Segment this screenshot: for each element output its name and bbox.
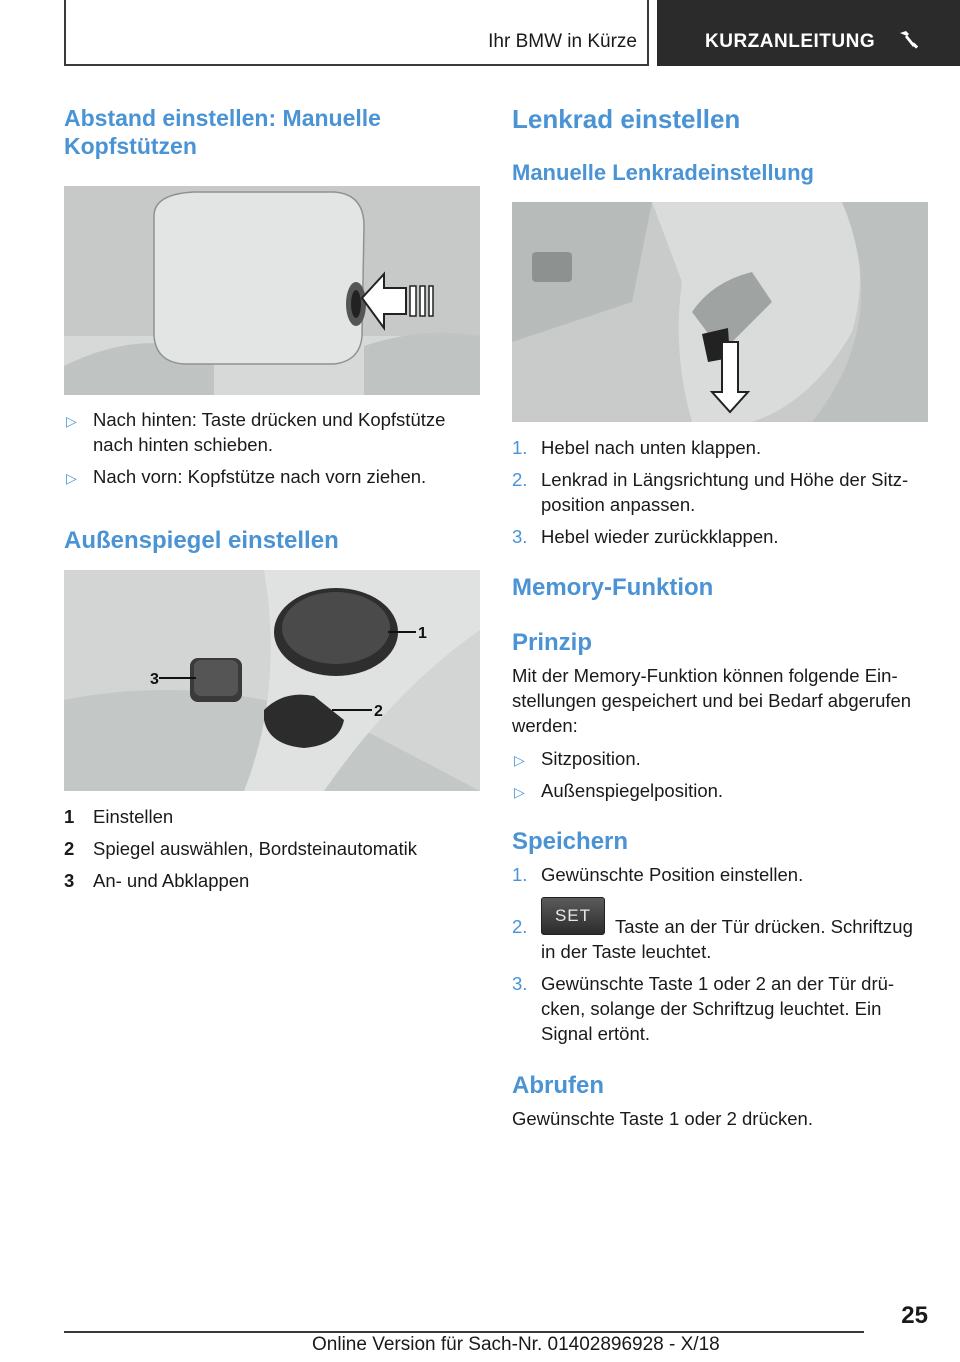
section-title: Ihr BMW in Kürze [488, 31, 637, 52]
legend-text: Spiegel auswählen, Bordsteinautomatik [93, 838, 417, 859]
save-title: Speichern [512, 828, 629, 855]
principle-title: Prinzip [512, 629, 593, 656]
steering-step-1: Hebel nach unten klappen. [541, 437, 762, 458]
memory-bullet-2: Außenspiegelposition. [541, 780, 724, 801]
legend-text: An- und Abklappen [93, 870, 250, 891]
save-step-2-line2: in der Taste leuchtet. [541, 941, 712, 962]
chapter-label: KURZANLEITUNG [705, 31, 876, 52]
steering-subtitle: Manuelle Lenkradeinstellung [512, 160, 814, 185]
legend-num: 2 [64, 838, 75, 859]
online-version: Online Version für Sach-Nr. 01402896928 - X/18 [312, 1334, 720, 1355]
footer-divider [64, 1331, 864, 1333]
legend-num: 1 [64, 806, 75, 827]
recall-title: Abrufen [512, 1072, 604, 1099]
legend-num: 3 [64, 870, 75, 891]
headrest-bullet-2: Nach vorn: Kopfstütze nach vorn ziehen. [93, 466, 427, 487]
principle-text: Mit der Memory-Funktion können folgende Ein- stellungen gespeichert und bei Bedarf abgerufen werden: [512, 665, 912, 736]
bullet-icon: ▷ [66, 413, 77, 429]
steering-step-2: Lenkrad in Längsrichtung und Höhe der Sitz- position anpassen. [541, 469, 909, 515]
step-number: 2. [512, 916, 528, 937]
headrest-title: Abstand einstellen: Manuelle Kopfstützen [64, 105, 381, 159]
headrest-figure [64, 186, 480, 395]
page-number: 25 [901, 1302, 928, 1329]
steering-figure [512, 202, 928, 422]
headrest-bullet-1: Nach hinten: Taste drücken und Kopfstütze nach hinten schieben. [93, 409, 446, 455]
legend-text: Einstellen [93, 806, 174, 827]
mirror-title: Außenspiegel einstellen [64, 527, 339, 554]
bullet-icon: ▷ [514, 784, 525, 800]
step-number: 1. [512, 864, 528, 885]
set-button: SET [541, 897, 605, 935]
memory-title: Memory-Funktion [512, 574, 714, 601]
save-step-1: Gewünschte Position einstellen. [541, 864, 804, 885]
callout-2: 2 [374, 703, 383, 720]
steering-title: Lenkrad einstellen [512, 104, 741, 134]
callout-3: 3 [150, 671, 159, 688]
save-step-2-line1: Taste an der Tür drücken. Schriftzug [615, 916, 913, 937]
recall-text: Gewünschte Taste 1 oder 2 drücken. [512, 1108, 813, 1129]
header-section-box [64, 0, 649, 66]
bullet-icon: ▷ [514, 752, 525, 768]
bullet-icon: ▷ [66, 470, 77, 486]
steering-step-3: Hebel wieder zurückklappen. [541, 526, 779, 547]
step-number: 3. [512, 973, 528, 994]
mirror-figure [64, 570, 480, 791]
tools-icon [895, 27, 921, 53]
memory-bullet-1: Sitzposition. [541, 748, 641, 769]
save-step-3: Gewünschte Taste 1 oder 2 an der Tür drü- cken, solange der Schriftzug leuchtet. Ein Signal ertönt. [541, 973, 895, 1044]
callout-1: 1 [418, 625, 427, 642]
step-number: 3. [512, 526, 528, 547]
step-number: 2. [512, 469, 528, 490]
step-number: 1. [512, 437, 528, 458]
header-chapter-tab [657, 0, 960, 66]
